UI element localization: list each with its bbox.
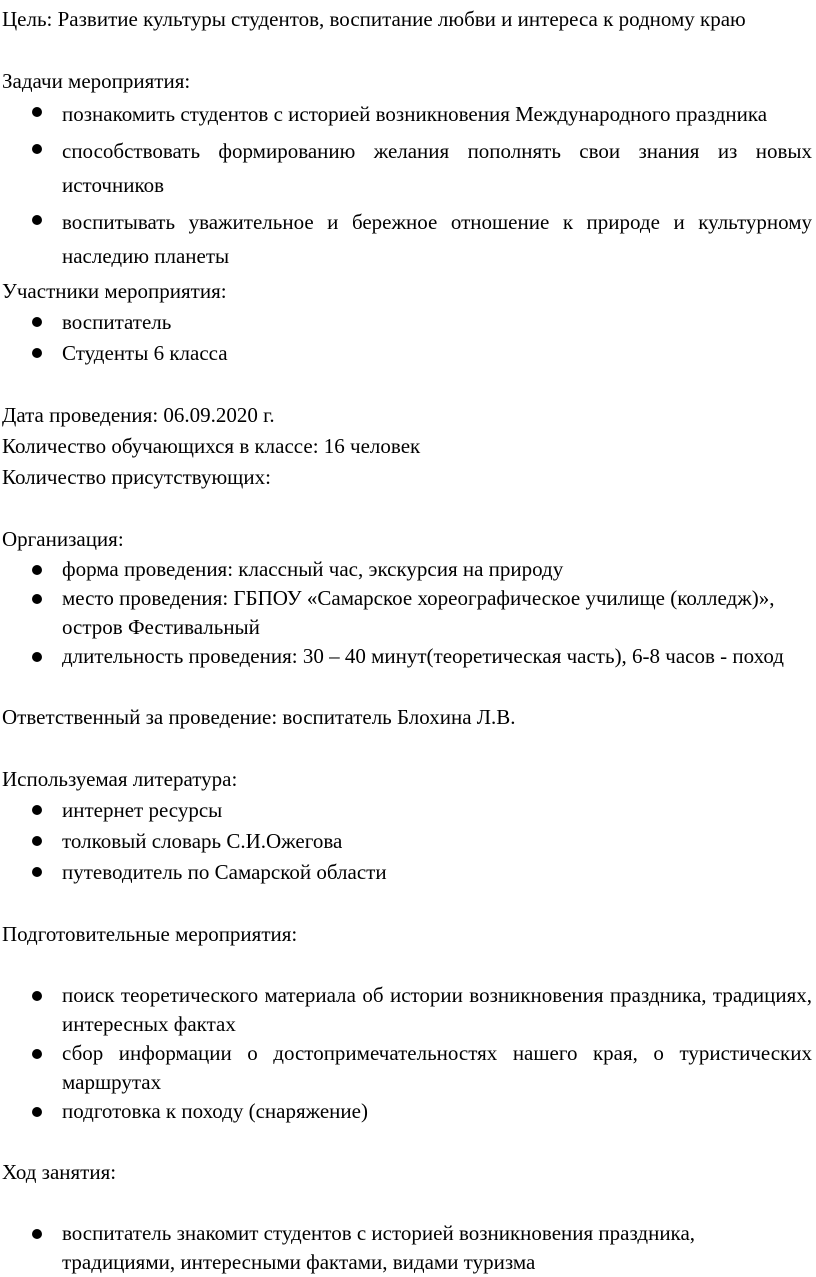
participants-heading: Участники мероприятия: (2, 279, 227, 303)
preparation-heading: Подготовительные мероприятия: (2, 922, 298, 946)
goal-text: Цель: Развитие культуры студентов, воспитание любви и интереса к родному краю (2, 7, 746, 31)
responsible-line: Ответственный за проведение: воспитатель Блохина Л.В. (2, 705, 516, 729)
bullet-icon (32, 652, 42, 662)
organization-heading: Организация: (2, 527, 124, 551)
bullet-icon (32, 215, 42, 225)
bullet-icon (32, 991, 42, 1001)
bullet-icon (32, 144, 42, 154)
list-item: способствовать формированию желания пополнять свои знания из новых источников (2, 134, 812, 202)
course-heading: Ход занятия: (2, 1160, 117, 1184)
present-line: Количество присутствующих: (2, 465, 271, 489)
bullet-icon (32, 1229, 42, 1239)
participants-list (2, 307, 812, 369)
bullet-icon (32, 867, 42, 877)
bullet-icon (32, 565, 42, 575)
count-line: Количество обучающихся в классе: 16 человек (2, 434, 421, 458)
bullet-icon (32, 107, 42, 117)
list-item: Студенты 6 класса (2, 338, 812, 369)
bullet-icon (32, 836, 42, 846)
bullet-icon (32, 1049, 42, 1059)
list-item: воспитатель знакомит студентов с историей возникновения праздника, традициями, интересными фактами, видами туризма (2, 1219, 812, 1277)
list-item: сбор информации о достопримечательностях нашего края, о туристических маршрутах (2, 1039, 812, 1097)
tasks-list (2, 97, 812, 273)
list-item: толковый словарь С.И.Ожегова (2, 826, 812, 857)
bullet-icon (32, 805, 42, 815)
list-item: место проведения: ГБПОУ «Самарское хореографическое училище (колледж)», остров Фестивальный (2, 584, 812, 642)
bullet-icon (32, 1107, 42, 1117)
list-item: воспитатель (2, 307, 812, 338)
bullet-icon (32, 317, 42, 327)
list-item: длительность проведения: 30 – 40 минут(теоретическая часть), 6-8 часов - поход (2, 642, 812, 671)
list-item: путеводитель по Самарской области (2, 857, 812, 888)
list-item: форма проведения: классный час, экскурсия на природу (2, 555, 812, 584)
list-item: воспитывать уважительное и бережное отношение к природе и культурному наследию планеты (2, 205, 812, 273)
bullet-icon (32, 594, 42, 604)
list-item: подготовка к походу (снаряжение) (2, 1097, 812, 1126)
bullet-icon (32, 348, 42, 358)
course-list (2, 1219, 812, 1277)
date-line: Дата проведения: 06.09.2020 г. (2, 403, 275, 427)
list-item: поиск теоретического материала об истории возникновения праздника, традициях, интересных фактах (2, 981, 812, 1039)
literature-list (2, 795, 812, 888)
tasks-heading: Задачи мероприятия: (2, 69, 191, 93)
preparation-list (2, 981, 812, 1126)
list-item: интернет ресурсы (2, 795, 812, 826)
literature-heading: Используемая литература: (2, 767, 238, 791)
list-item: познакомить студентов с историей возникновения Международного праздника (2, 97, 812, 131)
organization-list (2, 555, 812, 671)
